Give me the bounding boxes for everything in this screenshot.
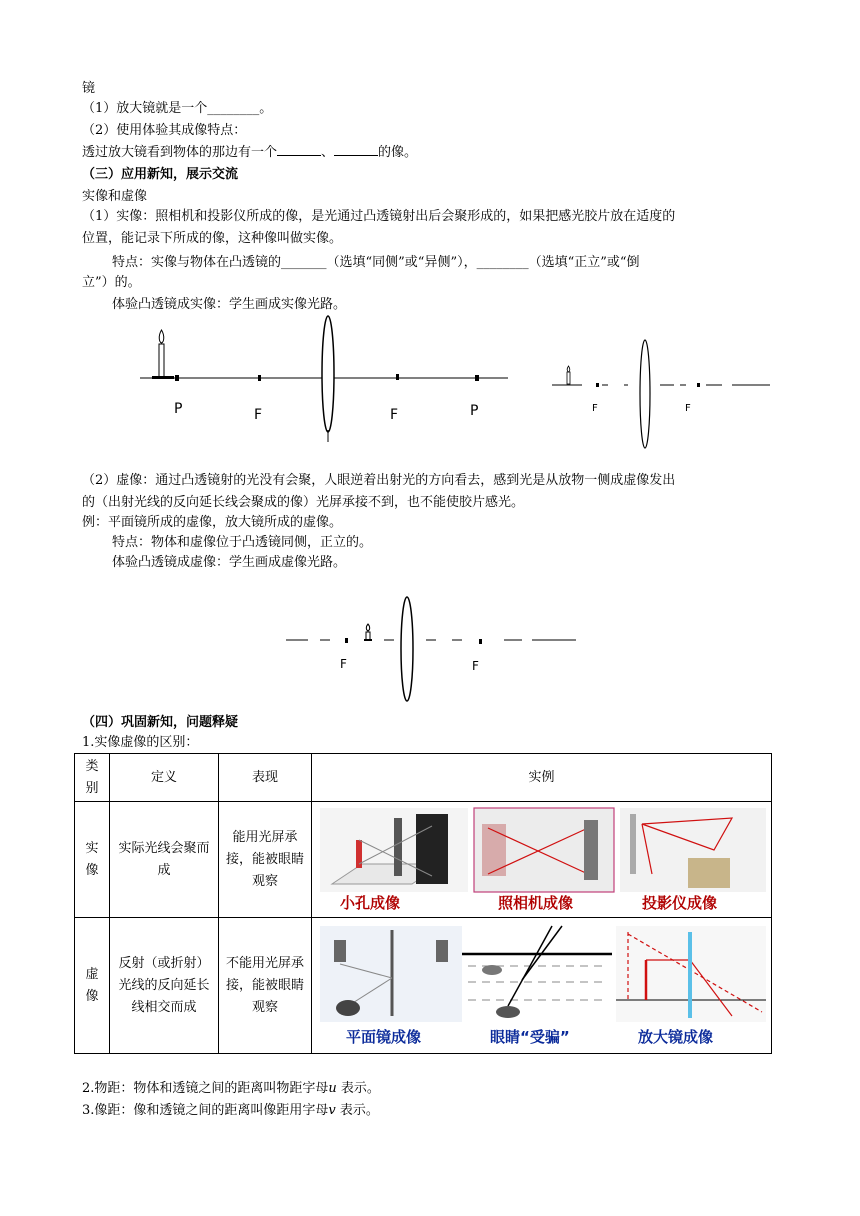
eye-fooled-example-image [462, 926, 612, 1018]
subheading: 实像和虚像 [82, 189, 148, 204]
image-distance-text: 3.像距：像和透镜之间的距离叫像距用字母 [82, 1103, 329, 1118]
section-heading-4: （四）巩固新知，问题释疑 [82, 715, 239, 730]
label-f: F [472, 659, 479, 673]
caption-mirror: 平面镜成像 [346, 1027, 422, 1046]
var-v: v [328, 1103, 336, 1118]
object-distance-line [82, 1080, 380, 1098]
question-2-fill [82, 144, 417, 162]
real-image-diagram-2 [552, 338, 772, 454]
camera-example-image [474, 808, 614, 892]
feature-real-1: 特点：实像与物体在凸透镜的_______（选填“同侧”或“异侧”），________（选填“正立”或“倒 [112, 255, 640, 270]
cell-behavior: 不能用光屏承接，能被眼睛观察 [219, 918, 312, 1054]
question-1: （1）放大镜就是一个________。 [82, 101, 273, 116]
question-2: （2）使用体验其成像特点： [82, 123, 247, 138]
table-row [75, 802, 772, 918]
caption-magnifier: 放大镜成像 [638, 1027, 714, 1046]
header-definition: 定义 [110, 754, 219, 802]
label-p: P [470, 403, 479, 419]
object-distance-end: 表示。 [340, 1081, 380, 1096]
label-p: P [174, 401, 183, 417]
caption-pinhole: 小孔成像 [340, 893, 401, 912]
header-type: 类别 [75, 754, 110, 802]
comparison-table [74, 753, 772, 1054]
sep: 、 [321, 145, 335, 160]
candle-icon [152, 330, 174, 379]
label-f: F [340, 657, 347, 671]
text-line: 镜 [82, 81, 96, 96]
cell-examples [312, 802, 772, 918]
pinhole-example-image [320, 808, 468, 892]
cell-examples [312, 918, 772, 1054]
cell-type: 虚像 [75, 918, 110, 1054]
task-real: 体验凸透镜成实像：学生画成实像光路。 [112, 297, 347, 312]
fill-text: 透过放大镜看到物体的那边有一个 [82, 145, 278, 160]
paragraph-real-1: （1）实像：照相机和投影仪所成的像，是光通过凸透镜射出后会聚形成的，如果把感光胶片放在适度的 [82, 209, 676, 224]
feature-virtual: 特点：物体和虚像位于凸透镜同侧，正立的。 [112, 535, 373, 550]
candle-icon [364, 624, 372, 641]
convex-lens [322, 316, 334, 432]
table-header-row [75, 754, 772, 802]
mirror-example-image [320, 926, 462, 1022]
image-distance-end: 表示。 [339, 1103, 379, 1118]
blank-2[interactable] [334, 155, 378, 156]
candle-icon [567, 366, 570, 384]
object-distance-text: 2.物距：物体和透镜之间的距离叫物距字母 [82, 1081, 329, 1096]
paragraph-virtual-1: （2）虚像：通过凸透镜射的光没有会聚，人眼逆着出射光的方向看去，感到光是从放物一侧成虚像发出 [82, 473, 676, 488]
task-virtual: 体验凸透镜成虚像：学生画成虚像光路。 [112, 555, 347, 570]
projector-example-image [620, 808, 766, 892]
table-row [75, 918, 772, 1054]
paragraph-real-2: 位置，能记录下所成的像，这种像叫做实像。 [82, 231, 343, 246]
label-f: F [592, 403, 598, 414]
cell-definition: 实际光线会聚而成 [110, 802, 219, 918]
label-f: F [254, 407, 263, 423]
var-u: u [328, 1081, 337, 1096]
convex-lens [401, 597, 413, 701]
fill-text-end: 的像。 [378, 145, 418, 160]
table-intro: 1.实像虚像的区别： [82, 735, 199, 750]
virtual-image-examples [312, 920, 770, 1052]
feature-real-2: 立”）的。 [82, 275, 141, 290]
example-line: 例：平面镜所成的虚像，放大镜所成的虚像。 [82, 515, 343, 530]
blank-1[interactable] [277, 155, 321, 156]
caption-projector: 投影仪成像 [642, 893, 718, 912]
image-distance-line [82, 1102, 379, 1120]
real-image-diagram [140, 312, 520, 448]
cell-type: 实像 [75, 802, 110, 918]
caption-eye: 眼睛“受骗” [490, 1027, 570, 1046]
header-examples: 实例 [312, 754, 772, 802]
label-f: F [685, 403, 691, 414]
cell-definition: 反射（或折射）光线的反向延长线相交而成 [110, 918, 219, 1054]
cell-behavior: 能用光屏承接，能被眼睛观察 [219, 802, 312, 918]
paragraph-virtual-2: 的（出射光线的反向延长线会聚成的像）光屏承接不到，也不能使胶片感光。 [82, 495, 525, 510]
section-heading-3: （三）应用新知，展示交流 [82, 167, 239, 182]
header-behavior: 表现 [219, 754, 312, 802]
virtual-image-diagram [286, 594, 586, 706]
real-image-examples [312, 804, 770, 916]
magnifier-example-image [616, 926, 766, 1022]
label-f: F [390, 407, 399, 423]
caption-camera: 照相机成像 [498, 893, 574, 912]
convex-lens [640, 340, 650, 448]
